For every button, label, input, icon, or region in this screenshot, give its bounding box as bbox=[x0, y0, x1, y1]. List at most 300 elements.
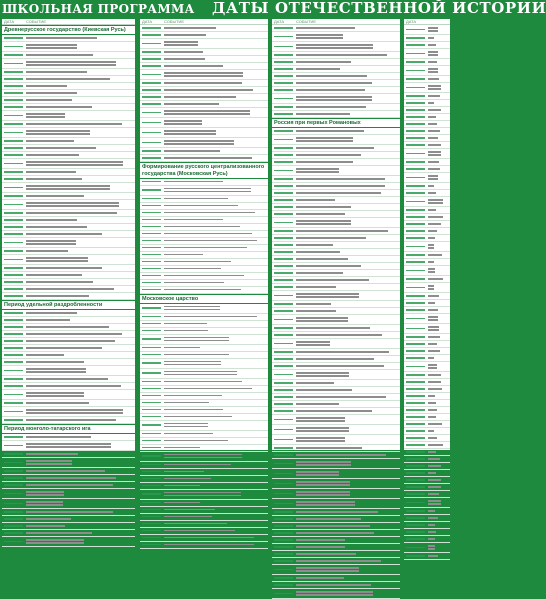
event-cell bbox=[26, 453, 78, 455]
table-row bbox=[272, 211, 400, 218]
table-row bbox=[2, 145, 135, 152]
event-cell bbox=[26, 361, 84, 363]
event-cell bbox=[296, 334, 382, 336]
date-cell bbox=[4, 140, 23, 142]
event-cell bbox=[26, 185, 110, 187]
event-cell bbox=[428, 350, 440, 352]
event-cell bbox=[164, 371, 237, 373]
table-row bbox=[140, 108, 268, 118]
event-cell bbox=[164, 544, 254, 546]
date-cell bbox=[4, 71, 23, 73]
date-cell bbox=[406, 486, 425, 488]
date-cell bbox=[406, 153, 425, 155]
date-cell bbox=[274, 147, 293, 149]
date-cell bbox=[406, 388, 425, 390]
table-row bbox=[272, 25, 400, 32]
event-cell bbox=[26, 99, 72, 101]
date-cell bbox=[406, 177, 425, 179]
table-row bbox=[2, 265, 135, 272]
event-cell bbox=[26, 326, 109, 328]
table-row bbox=[140, 101, 268, 108]
table-row bbox=[140, 245, 268, 252]
table-row bbox=[2, 217, 135, 224]
date-cell bbox=[4, 63, 23, 65]
date-cell bbox=[4, 147, 23, 149]
event-cell bbox=[164, 254, 203, 256]
event-cell bbox=[428, 137, 438, 139]
table-row bbox=[404, 114, 450, 121]
table-row bbox=[404, 207, 450, 214]
date-cell bbox=[406, 144, 425, 146]
event-cell bbox=[164, 219, 223, 221]
event-cell bbox=[164, 337, 229, 339]
date-cell bbox=[274, 286, 293, 288]
date-cell bbox=[142, 523, 161, 525]
event-cell bbox=[428, 37, 434, 39]
date-cell bbox=[274, 525, 293, 527]
table-row bbox=[2, 458, 135, 468]
event-cell bbox=[26, 195, 84, 197]
table-row bbox=[140, 273, 268, 280]
table-row bbox=[140, 359, 268, 369]
date-cell bbox=[4, 445, 23, 447]
table-row bbox=[272, 489, 400, 499]
date-cell bbox=[142, 226, 161, 228]
table-row bbox=[2, 523, 135, 530]
table-row bbox=[140, 128, 268, 138]
event-cell bbox=[26, 130, 90, 132]
table-rows bbox=[272, 128, 400, 599]
event-cell bbox=[296, 437, 345, 439]
event-cell bbox=[296, 96, 372, 98]
table-row bbox=[272, 104, 400, 111]
event-cell bbox=[428, 531, 436, 533]
table-row bbox=[140, 431, 268, 438]
table-row bbox=[140, 542, 268, 549]
section-title-fragmentation: Период удельной раздробленности bbox=[2, 300, 135, 310]
event-cell bbox=[296, 213, 345, 215]
event-cell bbox=[164, 150, 220, 152]
table-row bbox=[272, 249, 400, 256]
date-cell bbox=[4, 518, 23, 520]
date-cell bbox=[274, 310, 293, 312]
date-cell bbox=[406, 479, 425, 481]
event-cell bbox=[164, 212, 255, 214]
table-row bbox=[404, 128, 450, 135]
date-cell bbox=[406, 130, 425, 132]
table-row bbox=[272, 73, 400, 80]
table-row bbox=[272, 401, 400, 408]
event-cell bbox=[296, 258, 348, 260]
table-row bbox=[404, 173, 450, 183]
event-cell bbox=[164, 247, 247, 249]
date-cell bbox=[4, 525, 23, 527]
date-cell bbox=[274, 244, 293, 246]
table-row bbox=[2, 293, 135, 300]
event-cell bbox=[164, 268, 221, 270]
date-cell bbox=[142, 307, 161, 309]
event-cell bbox=[428, 102, 434, 104]
table-row bbox=[2, 376, 135, 383]
event-cell bbox=[296, 154, 361, 156]
event-cell bbox=[296, 365, 384, 367]
event-cell bbox=[26, 61, 116, 63]
date-cell bbox=[4, 250, 23, 252]
event-cell bbox=[428, 409, 437, 411]
event-cell bbox=[296, 532, 374, 534]
event-cell bbox=[164, 464, 231, 466]
event-cell bbox=[164, 96, 236, 98]
date-cell bbox=[406, 102, 425, 104]
date-cell bbox=[274, 170, 293, 172]
date-cell bbox=[406, 161, 425, 163]
date-cell bbox=[406, 472, 425, 474]
section-title-first-romanovs: Россия при первых Романовых bbox=[272, 118, 400, 128]
table-row bbox=[2, 310, 135, 317]
event-cell bbox=[296, 44, 373, 46]
date-cell bbox=[142, 189, 161, 191]
date-cell bbox=[406, 61, 425, 63]
event-cell bbox=[164, 440, 228, 442]
date-cell bbox=[4, 354, 23, 356]
date-cell bbox=[4, 92, 23, 94]
date-cell bbox=[274, 439, 293, 441]
date-cell bbox=[274, 539, 293, 541]
event-cell bbox=[296, 546, 345, 548]
table-row bbox=[404, 93, 450, 100]
event-cell bbox=[428, 374, 441, 376]
event-cell bbox=[296, 553, 356, 555]
table-row bbox=[404, 498, 450, 508]
table-row bbox=[2, 407, 135, 417]
table-row bbox=[2, 90, 135, 97]
date-cell bbox=[142, 27, 161, 29]
table-row bbox=[404, 35, 450, 42]
table-row bbox=[140, 345, 268, 352]
table-row bbox=[140, 80, 268, 87]
table-row bbox=[2, 451, 135, 458]
table-row bbox=[140, 252, 268, 259]
event-cell bbox=[164, 323, 207, 325]
event-cell bbox=[428, 44, 436, 46]
date-cell bbox=[142, 103, 161, 105]
table-row bbox=[140, 280, 268, 287]
date-cell bbox=[406, 216, 425, 218]
event-cell bbox=[428, 254, 442, 256]
date-cell bbox=[406, 295, 425, 297]
date-cell bbox=[406, 555, 425, 557]
date-cell bbox=[406, 350, 425, 352]
date-cell bbox=[142, 388, 161, 390]
event-cell bbox=[296, 410, 372, 412]
date-cell bbox=[4, 319, 23, 321]
event-cell bbox=[26, 368, 86, 370]
event-cell bbox=[428, 261, 434, 263]
table-row bbox=[272, 256, 400, 263]
date-cell bbox=[274, 230, 293, 232]
event-cell bbox=[296, 539, 345, 541]
date-cell bbox=[142, 289, 161, 291]
date-cell bbox=[274, 185, 293, 187]
section-title-unified-state: Формирование русского централизованного государства (Московская Русь) bbox=[140, 162, 268, 179]
table-row bbox=[2, 530, 135, 537]
table-row bbox=[404, 76, 450, 83]
table-row bbox=[272, 415, 400, 425]
table-row bbox=[140, 217, 268, 224]
table-rows bbox=[2, 310, 135, 424]
date-cell bbox=[142, 416, 161, 418]
event-cell bbox=[26, 233, 102, 235]
table-row bbox=[140, 445, 268, 452]
event-cell bbox=[428, 78, 439, 80]
event-cell bbox=[164, 282, 224, 284]
date-cell bbox=[4, 132, 23, 134]
event-cell bbox=[26, 392, 84, 394]
event-cell bbox=[296, 560, 381, 562]
table-row bbox=[272, 537, 400, 544]
date-cell bbox=[406, 531, 425, 533]
date-header: ДАТА bbox=[142, 19, 153, 24]
table-row bbox=[272, 166, 400, 176]
event-cell bbox=[428, 237, 435, 239]
event-cell bbox=[428, 458, 440, 460]
event-cell bbox=[428, 430, 434, 432]
date-cell bbox=[406, 357, 425, 359]
table-rows bbox=[140, 304, 268, 549]
event-cell bbox=[26, 92, 77, 94]
date-header: ДАТА bbox=[274, 19, 285, 24]
table-row bbox=[272, 332, 400, 339]
event-cell bbox=[26, 477, 116, 479]
date-cell bbox=[406, 517, 425, 519]
date-cell bbox=[274, 389, 293, 391]
table-row bbox=[2, 286, 135, 293]
table-row bbox=[404, 293, 450, 300]
date-cell bbox=[406, 254, 425, 256]
poster-title: ДАТЫ ОТЕЧЕСТВЕННОЙ ИСТОРИИ bbox=[212, 0, 546, 17]
event-cell bbox=[164, 130, 216, 132]
event-cell bbox=[296, 310, 336, 312]
date-cell bbox=[4, 106, 23, 108]
event-cell bbox=[26, 319, 70, 321]
date-cell bbox=[4, 212, 23, 214]
date-cell bbox=[274, 503, 293, 505]
date-cell bbox=[406, 451, 425, 453]
date-cell bbox=[274, 584, 293, 586]
event-cell bbox=[164, 226, 240, 228]
table-row bbox=[272, 308, 400, 315]
event-cell bbox=[296, 454, 386, 456]
event-cell bbox=[26, 525, 65, 527]
date-cell bbox=[142, 409, 161, 411]
table-row bbox=[2, 111, 135, 121]
event-cell bbox=[296, 577, 344, 579]
table-row bbox=[272, 183, 400, 190]
table-row bbox=[140, 39, 268, 49]
date-cell bbox=[4, 340, 23, 342]
event-cell bbox=[296, 382, 334, 384]
date-cell bbox=[406, 116, 425, 118]
event-cell bbox=[164, 454, 242, 456]
date-cell bbox=[274, 130, 293, 132]
event-cell bbox=[164, 240, 257, 242]
table-row bbox=[404, 242, 450, 252]
date-cell bbox=[274, 68, 293, 70]
date-cell bbox=[4, 378, 23, 380]
event-cell bbox=[296, 591, 373, 593]
table-row bbox=[272, 551, 400, 558]
date-cell bbox=[142, 516, 161, 518]
event-cell bbox=[26, 78, 110, 80]
date-cell bbox=[406, 29, 425, 31]
school-program-label: ШКОЛЬНАЯ ПРОГРАММА bbox=[2, 2, 195, 16]
table-row bbox=[140, 462, 268, 469]
event-cell bbox=[296, 351, 389, 353]
table-row bbox=[140, 369, 268, 379]
table-row bbox=[140, 414, 268, 421]
event-cell bbox=[296, 220, 351, 222]
event-cell bbox=[428, 388, 442, 390]
table-row bbox=[404, 442, 450, 449]
date-cell bbox=[274, 222, 293, 224]
event-cell bbox=[428, 192, 436, 194]
column-3 bbox=[272, 19, 400, 450]
date-cell bbox=[274, 419, 293, 421]
table-row bbox=[140, 94, 268, 101]
date-cell bbox=[406, 493, 425, 495]
table-row bbox=[272, 452, 400, 459]
event-cell bbox=[296, 178, 385, 180]
date-cell bbox=[4, 462, 23, 464]
table-row bbox=[140, 483, 268, 490]
table-row bbox=[2, 366, 135, 376]
date-cell bbox=[406, 409, 425, 411]
event-cell bbox=[164, 198, 228, 200]
event-cell bbox=[428, 444, 443, 446]
table-row bbox=[2, 516, 135, 523]
date-cell bbox=[406, 538, 425, 540]
date-cell bbox=[4, 436, 23, 438]
table-row bbox=[140, 63, 268, 70]
date-cell bbox=[142, 424, 161, 426]
event-cell bbox=[26, 491, 64, 493]
date-cell bbox=[274, 429, 293, 431]
event-cell bbox=[296, 447, 362, 449]
date-cell bbox=[274, 351, 293, 353]
event-cell bbox=[296, 147, 374, 149]
date-cell bbox=[406, 168, 425, 170]
event-cell bbox=[296, 279, 369, 281]
event-cell bbox=[26, 501, 63, 503]
event-cell bbox=[428, 437, 437, 439]
date-cell bbox=[274, 139, 293, 141]
event-cell bbox=[26, 113, 65, 115]
event-cell bbox=[164, 289, 241, 291]
event-cell bbox=[296, 27, 355, 29]
date-cell bbox=[4, 195, 23, 197]
date-cell bbox=[406, 287, 425, 289]
table-rows bbox=[2, 35, 135, 300]
date-cell bbox=[274, 54, 293, 56]
table-row bbox=[404, 522, 450, 529]
date-cell bbox=[4, 288, 23, 290]
date-cell bbox=[4, 411, 23, 413]
table-row bbox=[2, 331, 135, 338]
date-cell bbox=[4, 361, 23, 363]
event-cell bbox=[428, 209, 436, 211]
event-cell bbox=[428, 402, 436, 404]
event-cell bbox=[164, 89, 253, 91]
event-cell bbox=[428, 538, 435, 540]
event-cell bbox=[428, 85, 441, 87]
event-cell bbox=[164, 306, 220, 308]
table-row bbox=[2, 76, 135, 83]
table-row bbox=[140, 259, 268, 266]
event-cell bbox=[296, 251, 340, 253]
date-cell bbox=[4, 394, 23, 396]
table-row bbox=[272, 52, 400, 59]
table-row bbox=[404, 477, 450, 484]
table-rows bbox=[140, 25, 268, 162]
table-row bbox=[2, 489, 135, 499]
date-cell bbox=[4, 347, 23, 349]
date-cell bbox=[142, 275, 161, 277]
table-row bbox=[2, 390, 135, 400]
event-cell bbox=[428, 395, 435, 397]
table-row bbox=[140, 224, 268, 231]
date-cell bbox=[142, 240, 161, 242]
table-row bbox=[272, 469, 400, 479]
table-row bbox=[140, 56, 268, 63]
date-cell bbox=[4, 484, 23, 486]
event-cell bbox=[296, 518, 361, 520]
date-cell bbox=[406, 44, 425, 46]
date-cell bbox=[274, 251, 293, 253]
event-cell bbox=[26, 147, 96, 149]
date-cell bbox=[274, 577, 293, 579]
table-row bbox=[404, 107, 450, 114]
table-row bbox=[404, 536, 450, 543]
event-cell bbox=[296, 185, 385, 187]
column-1 bbox=[2, 19, 135, 450]
table-row bbox=[272, 315, 400, 325]
table-row bbox=[404, 159, 450, 166]
date-cell bbox=[406, 416, 425, 418]
table-row bbox=[272, 445, 400, 452]
event-cell bbox=[296, 372, 349, 374]
table-row bbox=[272, 66, 400, 73]
table-row bbox=[404, 235, 450, 242]
table-row bbox=[404, 463, 450, 470]
event-cell bbox=[26, 140, 74, 142]
date-cell bbox=[4, 54, 23, 56]
table-row bbox=[272, 408, 400, 415]
event-cell bbox=[26, 171, 76, 173]
table-row bbox=[272, 516, 400, 523]
table-row bbox=[272, 459, 400, 469]
event-cell bbox=[26, 378, 108, 380]
table-row bbox=[2, 417, 135, 424]
date-cell bbox=[274, 98, 293, 100]
table-row bbox=[2, 224, 135, 231]
date-cell bbox=[274, 553, 293, 555]
date-cell bbox=[142, 530, 161, 532]
event-cell bbox=[428, 230, 437, 232]
date-cell bbox=[142, 96, 161, 98]
event-cell bbox=[428, 144, 441, 146]
section-title-moscow-tsardom: Московское царство bbox=[140, 294, 268, 304]
table-row bbox=[272, 530, 400, 537]
